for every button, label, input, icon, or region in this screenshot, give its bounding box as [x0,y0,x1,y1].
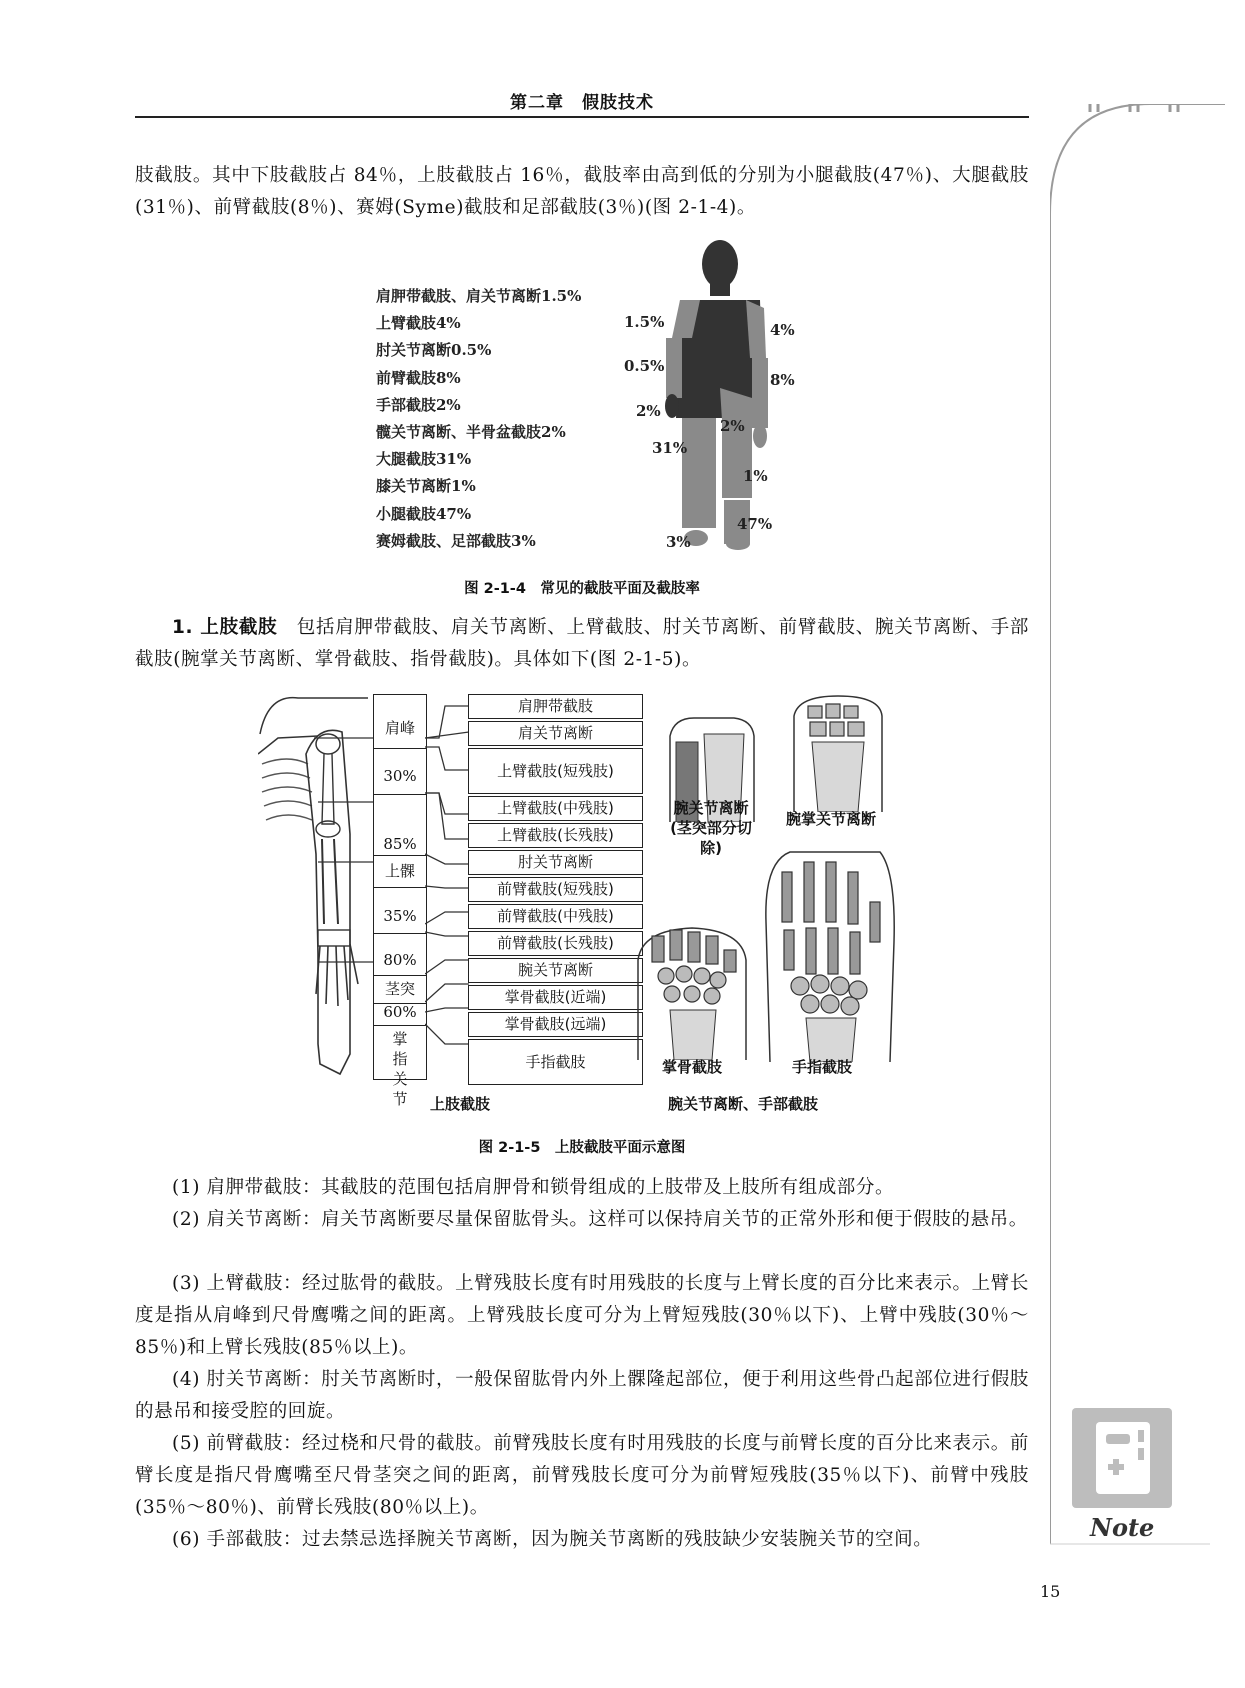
figure1-label: 髋关节离断、半骨盆截肢2% [376,423,566,442]
finger-label: 手指截肢 [792,1058,853,1076]
percent-mark: 8% [770,371,795,389]
paragraph-2: (2) 肩关节离断：肩关节离断要尽量保留肱骨头。这样可以保持肩关节的正常外形和便于假肢的悬吊。 [172,1209,1028,1230]
level-divider [374,794,426,795]
hand-caption: 腕关节离断、手部截肢 [668,1095,819,1113]
margin-decoration [1050,104,1230,1554]
figure1-label: 前臂截肢8% [376,368,461,387]
level-box: 掌骨截肢(近端) [468,985,643,1010]
level-divider [374,975,426,976]
figure1-label: 上臂截肢4% [376,314,461,333]
percent-mark: 1.5% [624,313,665,331]
connector-lines [425,694,469,1084]
figure2-caption: 图 2-1-5 上肢截肢平面示意图 [478,1140,686,1156]
figure1-label: 肘关节离断0.5% [376,341,492,360]
level-box: 手指截肢 [468,1039,643,1085]
body-silhouette-figure [660,238,780,550]
level-box: 前臂截肢(中残肢) [468,904,643,929]
paragraph-3: (3) 上臂截肢：经过肱骨的截肢。上臂残肢长度有时用残肢的长度与上臂长度的百分比来表示。上臂长度是指从肩峰到尺骨鹰嘴之间的距离。上臂残肢长度可分为上臂短残肢(30％以下)、上臂中残肢(30％～85％)和上臂长残肢(85％以上)。 [135,1273,1029,1358]
percent-mark: 4% [770,321,795,339]
paragraph-5: (5) 前臂截肢：经过桡和尺骨的截肢。前臂残肢长度有时用残肢的长度与前臂长度的百分比来表示。前臂长度是指尺骨鹰嘴至尺骨茎突之间的距离，前臂残肢长度可分为前臂短残肢(35％以下)、前臂中残肢(35％～80％)、前臂长残肢(80％以上)。 [135,1433,1029,1518]
figure1-caption: 图 2-1-4 常见的截肢平面及截肢率 [464,581,700,597]
amputation-level-boxes [468,694,643,1087]
note-icon [1072,1408,1172,1508]
paragraph-4: (4) 肘关节离断：肘关节离断时，一般保留肱骨内外上髁隆起部位，便于利用这些骨凸起部位进行假肢的悬吊和接受腔的回旋。 [135,1369,1029,1422]
section1-paragraph [135,612,1029,676]
percent-mark: 2% [720,417,745,435]
level-box: 腕关节离断 [468,958,643,983]
figure1-label-list [376,283,581,555]
level-label: 60% [383,1003,417,1021]
wrist-sublabel: (茎突部分切除) [670,819,752,857]
figure1-label: 手部截肢2% [376,395,461,414]
level-divider [374,748,426,749]
page-number: 15 [1040,1582,1061,1601]
level-divider [374,933,426,934]
percent-mark: 31% [652,439,688,457]
level-box: 掌骨截肢(远端) [468,1012,643,1037]
percent-mark: 47% [737,515,773,533]
metacarpal-amputation-illustration [632,920,752,1060]
percent-mark: 1% [743,467,768,485]
header-rule [135,116,1029,118]
level-label: 茎突 [384,980,415,998]
level-box: 肩胛带截肢 [468,694,643,719]
note-label: Note [1090,1513,1155,1542]
intro-paragraph: 肢截肢。其中下肢截肢占 84％，上肢截肢占 16％，截肢率由高到低的分别为小腿截肢(47％)、大腿截肢(31％)、前臂截肢(8％)、赛姆(Syme)截肢和足部截肢(3％)(图 2-1-4)。 [135,165,1029,218]
level-label: 35% [383,907,417,925]
upper-limb-caption: 上肢截肢 [430,1095,491,1113]
percent-mark: 0.5% [624,357,665,375]
carpometacarpal-illustration [788,692,888,812]
wrist-label: 腕关节离断 [673,799,749,817]
figure1-label: 小腿截肢47% [376,504,472,523]
level-box: 上臂截肢(中残肢) [468,796,643,821]
paragraph-6: (6) 手部截肢：过去禁忌选择腕关节离断，因为腕关节离断的残肢缺少安装腕关节的空间。 [172,1529,933,1550]
level-divider [374,1025,426,1026]
figure1-label: 大腿截肢31% [376,450,472,469]
figure1-label: 膝关节离断1% [376,477,476,496]
level-box: 前臂截肢(短残肢) [468,877,643,902]
level-label: 肩峰 [384,719,415,737]
section1-body: 包括肩胛带截肢、肩关节离断、上臂截肢、肘关节离断、前臂截肢、腕关节离断、手部截肢(腕掌关节离断、掌骨截肢、指骨截肢)。具体如下(图 2-1-5)。 [135,617,1029,670]
level-box: 肩关节离断 [468,721,643,746]
level-label: 85% [383,835,417,853]
amputation-level-scale [373,694,427,1108]
level-label: 80% [383,951,417,969]
level-label: 上髁 [384,862,415,880]
level-box: 上臂截肢(长残肢) [468,823,643,848]
metacarpal-label: 掌骨截肢 [662,1058,723,1076]
level-divider [374,855,426,856]
figure1-label: 赛姆截肢、足部截肢3% [376,531,536,550]
level-box: 肘关节离断 [468,850,643,875]
carpometacarpal-label: 腕掌关节离断 [786,810,877,828]
level-box: 上臂截肢(短残肢) [468,748,643,794]
level-divider [374,887,426,888]
level-box: 前臂截肢(长残肢) [468,931,643,956]
section1-heading: 1. 上肢截肢 [172,617,278,638]
percent-mark: 2% [636,402,661,420]
finger-amputation-illustration [760,842,900,1062]
wrist-label-group [661,798,761,858]
level-label: 30% [383,767,417,785]
figure1-label: 肩胛带截肢、肩关节离断1.5% [376,287,582,305]
level-label: 掌指关节 [392,1030,408,1108]
percent-mark: 3% [666,533,691,551]
paragraph-1: (1) 肩胛带截肢：其截肢的范围包括肩胛骨和锁骨组成的上肢带及上肢所有组成部分。 [172,1177,895,1198]
chapter-header: 第二章 假肢技术 [510,93,654,113]
